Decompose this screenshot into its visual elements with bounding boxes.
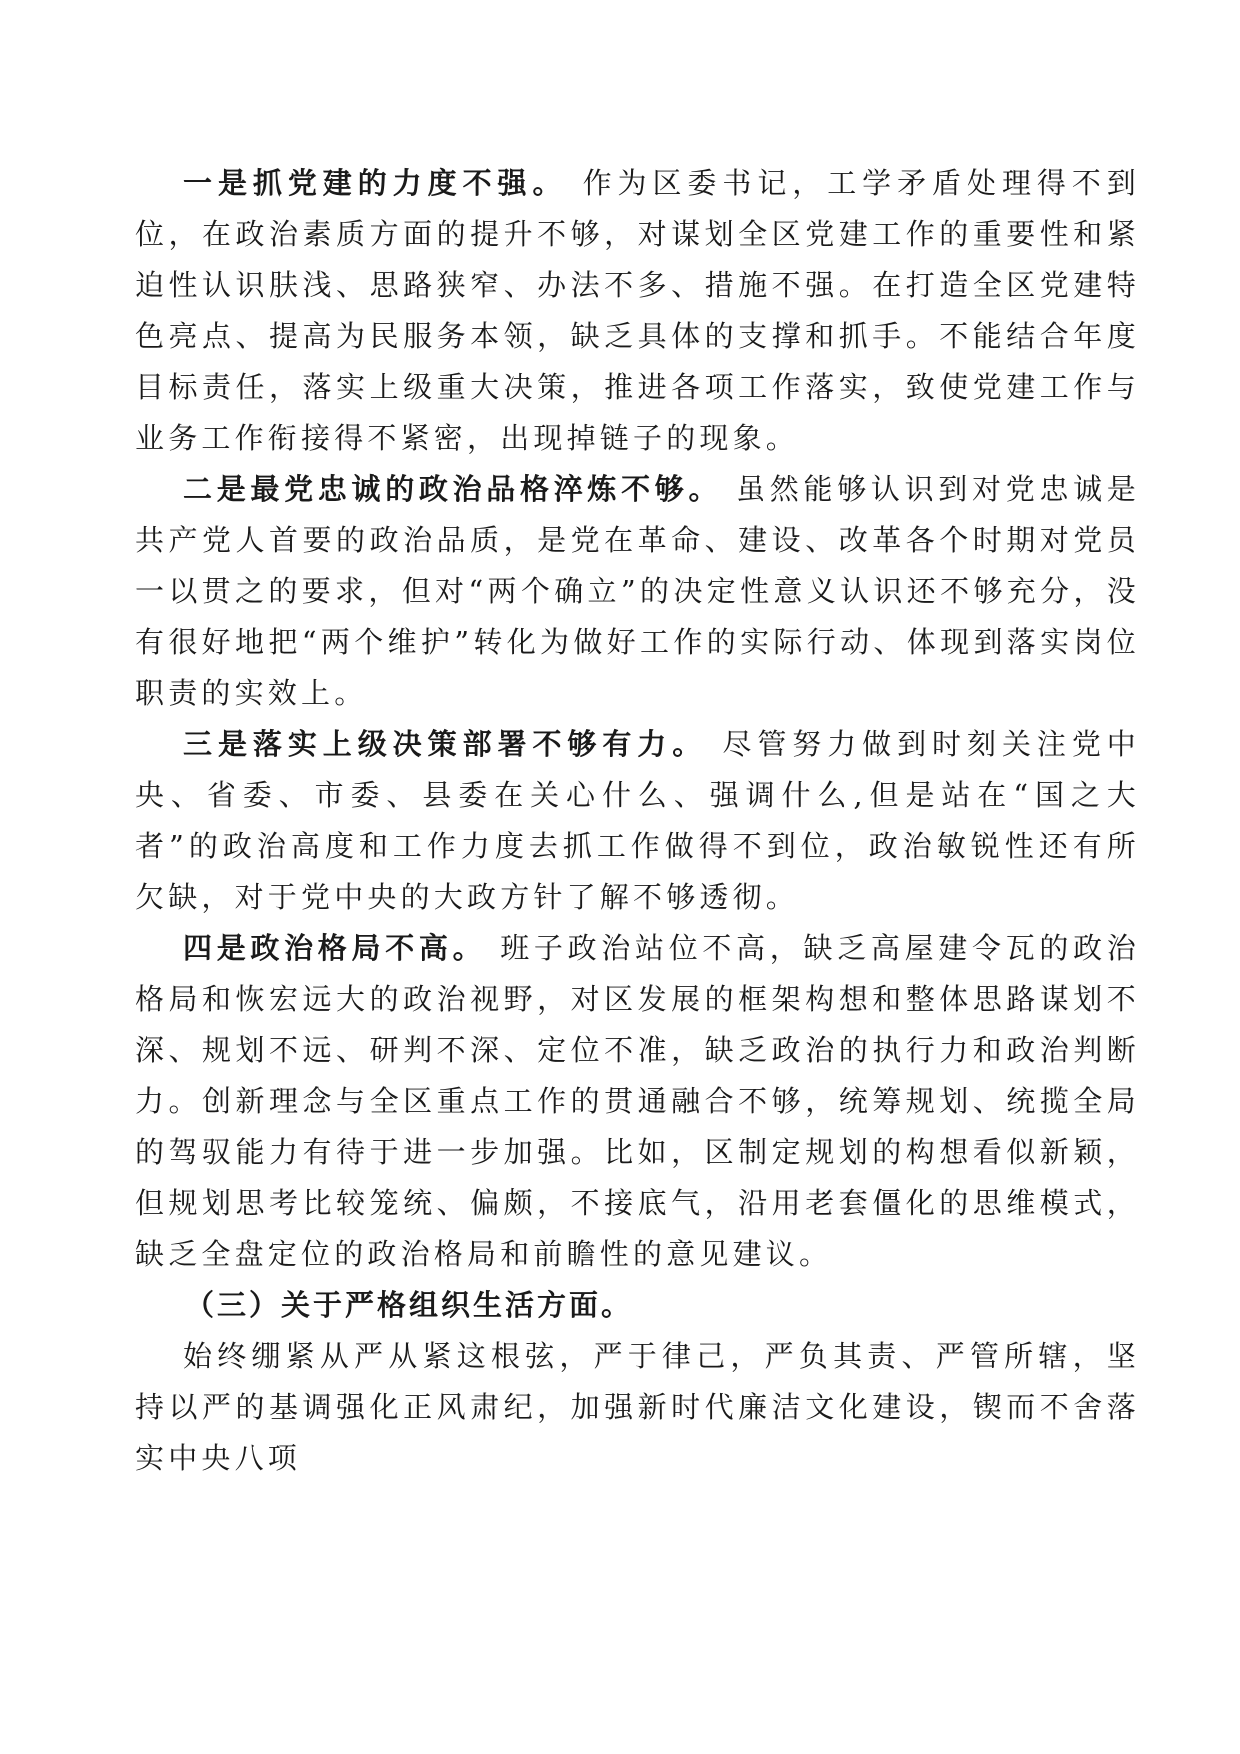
document-body	[135, 158, 1140, 1484]
paragraph-lead: 四是政治格局不高。	[183, 931, 487, 965]
paragraph-organization-life: 始终绷紧从严从紧这根弦，严于律己，严负其责、严管所辖，坚持以严的基调强化正风肃纪，加强新时代廉洁文化建设，锲而不舍落实中央八项	[135, 1339, 1140, 1475]
paragraph-text: 尽管努力做到时刻关注党中央、省委、市委、县委在关心什么、强调什么,但是站在“国之大者”的政治高度和工作力度去抓工作做得不到位，政治敏锐性还有所欠缺，对于党中央的大政方针了解不够透彻。	[135, 727, 1140, 914]
paragraph-text: 班子政治站位不高，缺乏高屋建令瓦的政治格局和恢宏远大的政治视野，对区发展的框架构想和整体思路谋划不深、规划不远、研判不深、定位不准，缺乏政治的执行力和政治判断力。创新理念与全区重点工作的贯通融合不够，统筹规划、统揽全局的驾驭能力有待于进一步加强。比如，区制定规划的构想看似新颖，但规划思考比较笼统、偏颇，不接底气，沿用老套僵化的思维模式，缺乏全盘定位的政治格局和前瞻性的意见建议。	[135, 931, 1140, 1271]
paragraph-party-building	[135, 158, 1140, 464]
paragraph-implementation	[135, 719, 1140, 923]
paragraph-lead: 一是抓党建的力度不强。	[183, 166, 568, 200]
paragraph-text: 虽然能够认识到对党忠诚是共产党人首要的政治品质，是党在革命、建设、改革各个时期对党员一以贯之的要求，但对“两个确立”的决定性意义认识还不够充分，没有很好地把“两个维护”转化为做好工作的实际行动、体现到落实岗位职责的实效上。	[135, 472, 1140, 710]
paragraph-lead: 三是落实上级决策部署不够有力。	[183, 727, 708, 761]
section-heading: （三）关于严格组织生活方面。	[185, 1288, 634, 1322]
paragraph-loyalty	[135, 464, 1140, 719]
paragraph-political-vision	[135, 923, 1140, 1280]
paragraph-lead: 二是最党忠诚的政治品格淬炼不够。	[183, 472, 723, 506]
paragraph-text: 作为区委书记，工学矛盾处理得不到位，在政治素质方面的提升不够，对谋划全区党建工作的重要性和紧迫性认识肤浅、思路狭窄、办法不多、措施不强。在打造全区党建特色亮点、提高为民服务本领，缺乏具体的支撑和抓手。不能结合年度目标责任，落实上级重大决策，推进各项工作落实，致使党建工作与业务工作衔接得不紧密，出现掉链子的现象。	[135, 166, 1140, 455]
